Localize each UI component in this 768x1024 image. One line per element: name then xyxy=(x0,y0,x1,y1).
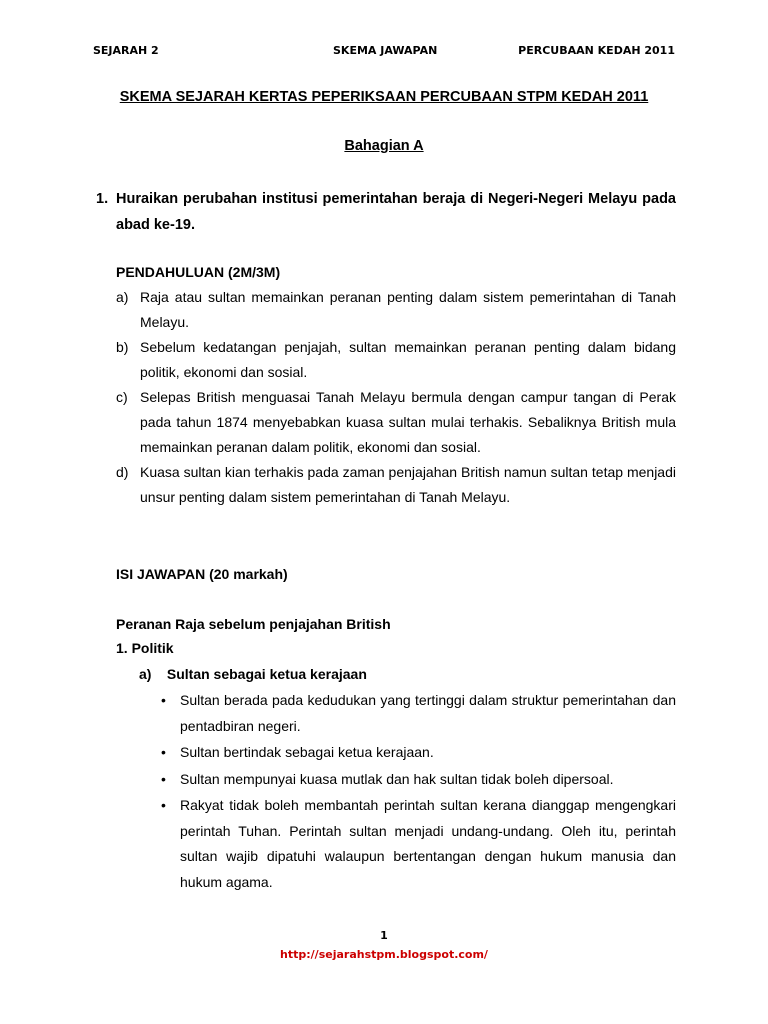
pendahuluan-heading: PENDAHULUAN (2M/3M) xyxy=(116,264,281,280)
peranan-raja-heading: Peranan Raja sebelum penjajahan British xyxy=(116,616,391,632)
bullet-text: Rakyat tidak boleh membantah perintah sultan kerana dianggap mengengkari perintah Tuhan. Perintah sultan menjadi undang-undang. Oleh itu, perintah sultan wajib dipatuhi walaupun bertentangan dengan hukum manusia dan hukum agama. xyxy=(180,797,676,890)
sultan-ketua-kerajaan-heading xyxy=(139,666,367,682)
footer-blog-link[interactable]: http://sejarahstpm.blogspot.com/ xyxy=(280,948,488,961)
bullet-text: Sultan bertindak sebagai ketua kerajaan. xyxy=(180,744,434,760)
bullet-icon: • xyxy=(161,692,166,708)
page-number: 1 xyxy=(380,929,388,942)
list-marker: d) xyxy=(116,464,129,480)
isi-jawapan-heading: ISI JAWAPAN (20 markah) xyxy=(116,566,288,582)
list-item xyxy=(116,285,676,335)
bullet-text: Sultan mempunyai kuasa mutlak dan hak sultan tidak boleh dipersoal. xyxy=(180,770,614,787)
section-heading: Bahagian A xyxy=(344,138,424,154)
bullet-item xyxy=(158,740,676,766)
list-item-text: Selepas British menguasai Tanah Melayu bermula dengan campur tangan di Perak pada tahun 1874 menyebabkan kuasa sultan mulai terhakis. Sebaliknya British mula memainkan peranan dalam politik, ekonomi dan sosial. xyxy=(140,389,676,455)
bullet-icon: • xyxy=(161,770,166,787)
list-marker: b) xyxy=(116,339,129,355)
question-text: Huraikan perubahan institusi pemerintahan beraja di Negeri-Negeri Melayu pada abad ke-19. xyxy=(116,191,676,233)
list-item xyxy=(116,460,676,510)
list-marker: c) xyxy=(116,389,128,405)
politik-bullet-list xyxy=(158,688,676,896)
sub-text: Sultan sebagai ketua kerajaan xyxy=(166,666,367,682)
page-header xyxy=(93,44,675,60)
bullet-item xyxy=(158,688,676,739)
bullet-text: Sultan berada pada kedudukan yang tertinggi dalam struktur pemerintahan dan pentadbiran negeri. xyxy=(180,692,676,734)
header-subject: SEJARAH 2 xyxy=(93,44,159,57)
question-1 xyxy=(96,186,676,238)
document-title: SKEMA SEJARAH KERTAS PEPERIKSAAN PERCUBAAN STPM KEDAH 2011 xyxy=(119,89,649,105)
list-item-text: Kuasa sultan kian terhakis pada zaman penjajahan British namun sultan tetap menjadi unsur penting dalam sistem pemerintahan di Tanah Melayu. xyxy=(140,464,676,505)
question-number: 1. xyxy=(96,191,109,207)
bullet-item xyxy=(158,793,676,895)
politik-heading: 1. Politik xyxy=(116,640,174,656)
sub-marker: a) xyxy=(139,666,152,682)
header-doc-type: SKEMA JAWAPAN xyxy=(333,44,438,57)
list-marker: a) xyxy=(116,289,129,305)
list-item-text: Sebelum kedatangan penjajah, sultan memainkan peranan penting dalam bidang politik, ekonomi dan sosial. xyxy=(140,339,676,380)
header-exam: PERCUBAAN KEDAH 2011 xyxy=(518,44,675,57)
bullet-item xyxy=(158,767,676,793)
list-item xyxy=(116,385,676,460)
bullet-icon: • xyxy=(161,797,166,813)
bullet-icon: • xyxy=(161,744,166,760)
list-item xyxy=(116,335,676,385)
pendahuluan-list xyxy=(116,285,676,510)
list-item-text: Raja atau sultan memainkan peranan penting dalam sistem pemerintahan di Tanah Melayu. xyxy=(140,289,676,330)
